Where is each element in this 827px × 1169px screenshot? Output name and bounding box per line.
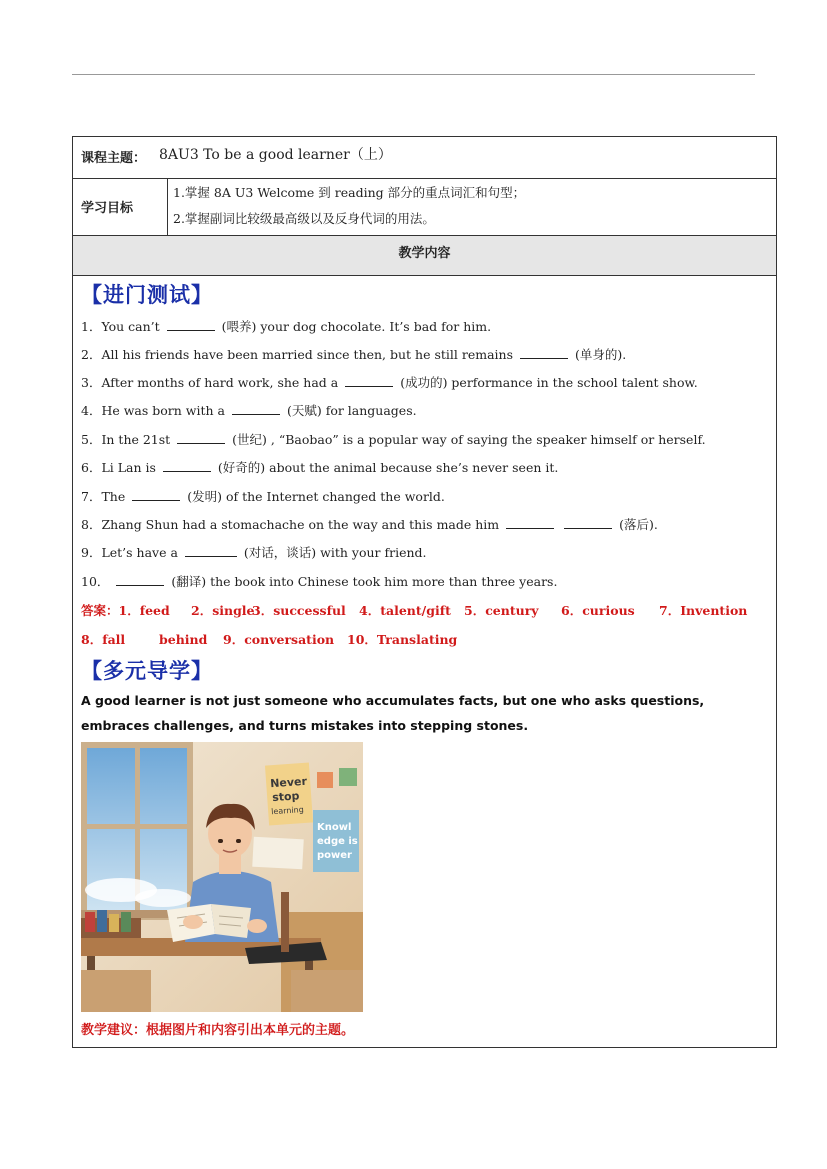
question-5: 5．In the 21st (世纪) , “Baobao” is a popular way of saying the speaker himself or herself. [81, 432, 706, 447]
teaching-tip: 教学建议：根据图片和内容引出本单元的主题。 [81, 1023, 355, 1038]
content-header-row [73, 236, 776, 276]
poster-knowledge-line1: Knowl [317, 822, 352, 833]
answer-blank[interactable] [564, 517, 612, 529]
answer-blank[interactable] [232, 403, 280, 415]
goal-item: 1.掌握 8A U3 Welcome 到 reading 部分的重点词汇和句型； [173, 185, 526, 200]
goals-label: 学习目标 [81, 201, 134, 216]
answer-blank[interactable] [520, 347, 568, 359]
poster-knowledge-line2: edge is [317, 836, 358, 847]
guided-learning-title: 【多元导学】 [81, 659, 213, 683]
question-4: 4．He was born with a (天赋) for languages. [81, 403, 417, 418]
answer-blank[interactable] [345, 375, 393, 387]
question-10: 10． (翻译) the book into Chinese took him more than three years. [81, 574, 558, 589]
poster-never-line3: learning [270, 805, 305, 817]
answer-blank[interactable] [163, 460, 211, 472]
answer-blank[interactable] [116, 574, 164, 586]
question-6: 6．Li Lan is (好奇的) about the animal because she’s never seen it. [81, 460, 559, 475]
topic-row [73, 137, 776, 179]
content-title: 教学内容 [398, 246, 451, 261]
question-1: 1．You can’t (喂养) your dog chocolate. It’s bad for him. [81, 319, 492, 334]
topic-label: 课程主题： [81, 151, 147, 166]
page-header-rule [72, 74, 755, 75]
answer-key-line-1: 答案：1．feed 2．single3．successful 4．talent/gift 5．century 6．curious 7．Invention [81, 603, 748, 618]
goals-divider [167, 179, 168, 235]
question-2: 2．All his friends have been married since then, but he still remains (单身的). [81, 347, 627, 362]
question-8: 8．Zhang Shun had a stomachache on the way and this made him (落后). [81, 517, 658, 532]
intro-paragraph: A good learner is not just someone who accumulates facts, but one who asks questions, embraces challenges, and turns mistakes into stepping stones. [81, 693, 705, 733]
goals-row [73, 179, 776, 236]
question-3: 3．After months of hard work, she had a (成功的) performance in the school talent show. [81, 375, 698, 390]
answer-blank[interactable] [506, 517, 554, 529]
answer-blank[interactable] [185, 545, 237, 557]
classroom-illustration [81, 742, 363, 1012]
answer-blank[interactable] [177, 432, 225, 444]
lesson-sheet [72, 136, 777, 1048]
answer-key-line-2: 8．fall behind 9．conversation 10．Translating [81, 632, 458, 647]
poster-never-line1: Never [269, 774, 308, 791]
poster-never-line2: stop [271, 789, 300, 805]
answer-blank[interactable] [167, 319, 215, 331]
topic-title: 8AU3 To be a good learner（上） [159, 147, 392, 163]
entry-test-title: 【进门测试】 [81, 283, 213, 307]
question-7: 7．The (发明) of the Internet changed the world. [81, 489, 445, 504]
poster-knowledge-line3: power [317, 850, 352, 861]
goal-item: 2.掌握副词比较级最高级以及反身代词的用法。 [173, 211, 435, 226]
question-9: 9．Let’s have a (对话，谈话) with your friend. [81, 545, 427, 560]
answer-blank[interactable] [132, 489, 180, 501]
